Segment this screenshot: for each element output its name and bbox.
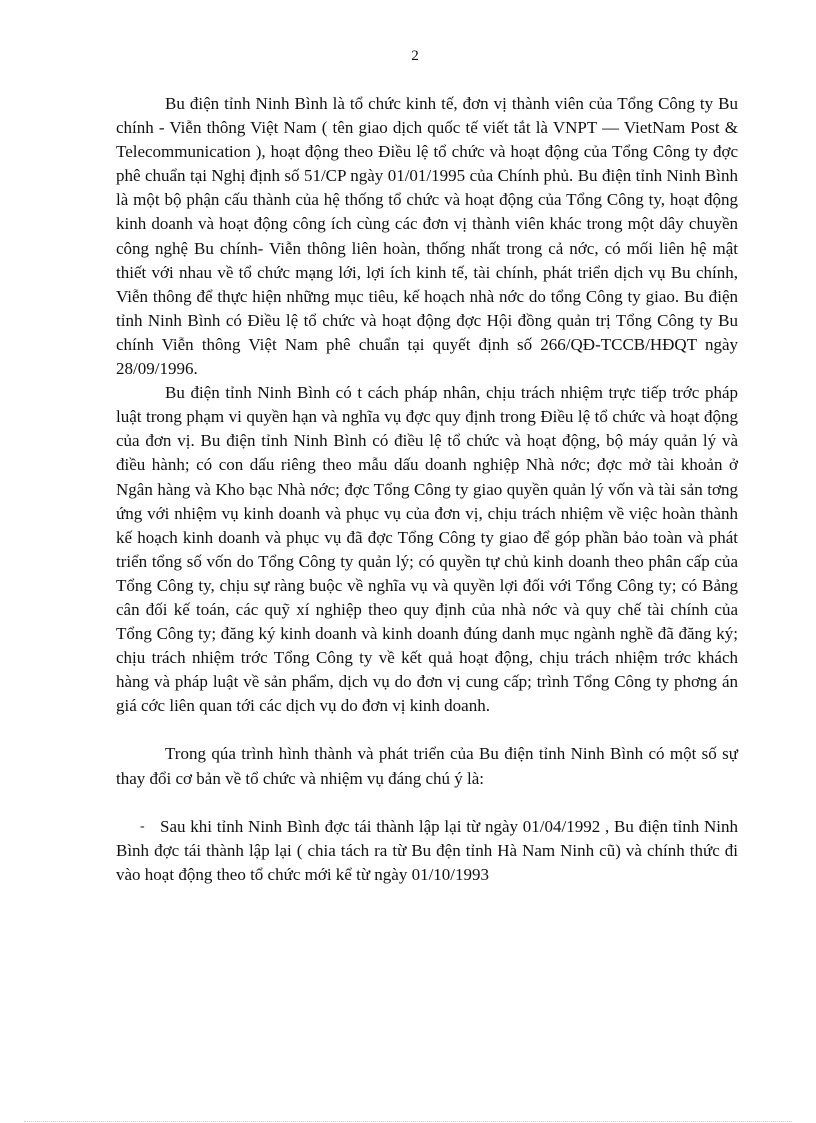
list-item (116, 815, 738, 887)
paragraph-legal-status: Bu điện tỉnh Ninh Bình có t cách pháp nhân, chịu trách nhiệm trực tiếp trớc pháp luật trong phạm vi quyền hạn và nghĩa vụ đợc quy định trong Điều lệ tổ chức và hoạt động của đơn vị. Bu điện tỉnh Ninh Bình có điều lệ tổ chức và hoạt động, bộ máy quản lý và điều hành; có con dấu riêng theo mẫu dấu doanh nghiệp Nhà nớc; đợc mở tài khoản ở Ngân hàng và Kho bạc Nhà nớc; đợc Tổng Công ty giao quyền quản lý vốn và tài sản tơng ứng với nhiệm vụ kinh doanh và phục vụ của đơn vị, chịu trách nhiệm về việc hoàn thành kế hoạch kinh doanh và phục vụ đã đợc Tổng Công ty giao để góp phần bảo toàn và phát triển tổng số vốn do Tổng Công ty quản lý; có quyền tự chủ kinh doanh theo phân cấp của Tổng Công ty, chịu sự ràng buộc về nghĩa vụ và quyền lợi đối với Tổng Công ty; có Bảng cân đối kế toán, các quỹ xí nghiệp theo quy định của nhà nớc và quy chế tài chính của Tổng Công ty; đăng ký kinh doanh và kinh doanh đúng danh mục ngành nghề đã đăng ký; chịu trách nhiệm trớc Tổng Công ty về kết quả hoạt động, chịu trách nhiệm trớc khách hàng và pháp luật về sản phẩm, dịch vụ do đơn vị cung cấp; trình Tổng Công ty phơng án giá cớc liên quan tới các dịch vụ do đơn vị kinh doanh. (116, 383, 738, 716)
bullet-text: Sau khi tỉnh Ninh Bình đợc tái thành lập lại từ ngày 01/04/1992 , Bu điện tỉnh Ninh Bình đợc tái thành lập lại ( chia tách ra từ Bu đện tỉnh Hà Nam Ninh cũ) và chính thức đi vào hoạt động theo tổ chức mới kể từ ngày 01/10/1993 (116, 816, 738, 884)
page-footer-divider (24, 1121, 792, 1122)
paragraph-organization-overview: Bu điện tỉnh Ninh Bình là tổ chức kinh tế, đơn vị thành viên của Tổng Công ty Bu chính - Viễn thông Việt Nam ( tên giao dịch quốc tế viết tắt là VNPT — VietNam Post & Telecommunication ), hoạt động theo Điều lệ tổ chức và hoạt động của Tổng Công ty đợc phê chuẩn tại Nghị định số 51/CP ngày 01/01/1995 của Chính phủ. Bu điện tỉnh Ninh Bình là một bộ phận cấu thành của hệ thống tổ chức và hoạt động của Tổng Công ty, hoạt động kinh doanh và hoạt động công ích cùng các đơn vị thành viên khác trong một dây chuyền công nghệ Bu chính- Viễn thông liên hoàn, thống nhất trong cả nớc, có mối liên hệ mật thiết với nhau về tổ chức mạng lới, lợi ích kinh tế, tài chính, phát triển dịch vụ Bu chính, Viễn thông để thực hiện những mục tiêu, kế hoạch nhà nớc do tổng Công ty giao. Bu điện tỉnh Ninh Bình có Điều lệ tổ chức và hoạt động đợc Hội đồng quản trị Tổng Công ty Bu chính Viễn thông Việt Nam phê chuẩn tại quyết định số 266/QĐ-TCCB/HĐQT ngày 28/09/1996. (116, 94, 738, 379)
document-body (116, 92, 738, 887)
bullet-marker: - (140, 818, 145, 834)
page-number: 2 (411, 48, 419, 64)
paragraph-development-intro: Trong qúa trình hình thành và phát triển của Bu điện tỉnh Ninh Bình có một số sự thay đổi cơ bản về tổ chức và nhiệm vụ đáng chú ý là: (116, 744, 738, 788)
